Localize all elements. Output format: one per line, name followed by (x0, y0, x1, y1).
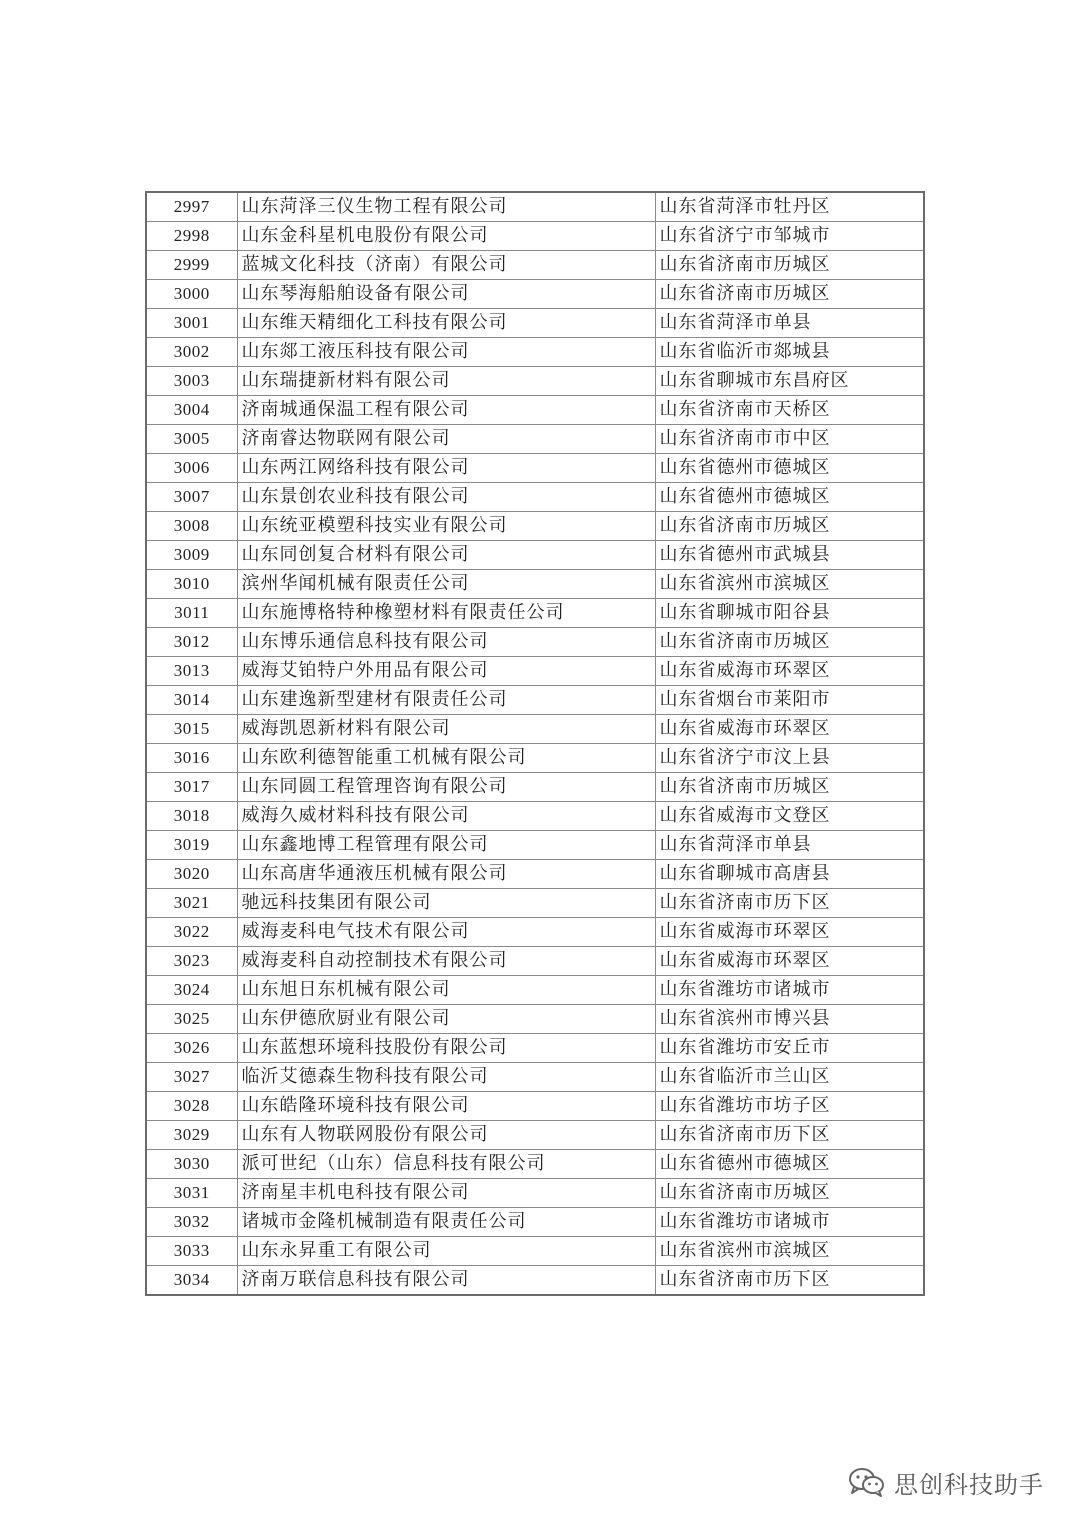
company-name: 山东鑫地博工程管理有限公司 (237, 831, 655, 860)
watermark (848, 1462, 1044, 1502)
company-name: 威海艾铂特户外用品有限公司 (237, 657, 655, 686)
table-row (146, 744, 924, 773)
company-location: 山东省烟台市莱阳市 (655, 686, 924, 715)
company-name: 山东高唐华通液压机械有限公司 (237, 860, 655, 889)
company-location: 山东省济南市历下区 (655, 1266, 924, 1296)
table-row (146, 1092, 924, 1121)
table-row (146, 976, 924, 1005)
row-number: 3015 (146, 715, 237, 744)
company-location: 山东省德州市德城区 (655, 483, 924, 512)
row-number: 3020 (146, 860, 237, 889)
row-number: 3034 (146, 1266, 237, 1296)
table-row (146, 309, 924, 338)
row-number: 3027 (146, 1063, 237, 1092)
company-name: 山东金科星机电股份有限公司 (237, 222, 655, 251)
row-number: 3026 (146, 1034, 237, 1063)
table-row (146, 1179, 924, 1208)
company-location: 山东省济宁市邹城市 (655, 222, 924, 251)
company-location: 山东省聊城市东昌府区 (655, 367, 924, 396)
table-row (146, 192, 924, 222)
company-location: 山东省菏泽市牡丹区 (655, 192, 924, 222)
company-location: 山东省滨州市滨城区 (655, 570, 924, 599)
row-number: 3023 (146, 947, 237, 976)
row-number: 3000 (146, 280, 237, 309)
table-row (146, 251, 924, 280)
company-location: 山东省济南市历城区 (655, 251, 924, 280)
table-row (146, 541, 924, 570)
table-row (146, 1005, 924, 1034)
company-name: 山东景创农业科技有限公司 (237, 483, 655, 512)
company-name: 山东施博格特种橡塑材料有限责任公司 (237, 599, 655, 628)
table-row (146, 686, 924, 715)
company-name: 诸城市金隆机械制造有限责任公司 (237, 1208, 655, 1237)
row-number: 3014 (146, 686, 237, 715)
company-location: 山东省聊城市高唐县 (655, 860, 924, 889)
row-number: 3005 (146, 425, 237, 454)
row-number: 3017 (146, 773, 237, 802)
company-name: 威海麦科自动控制技术有限公司 (237, 947, 655, 976)
watermark-text: 思创科技助手 (894, 1470, 1044, 1499)
company-location: 山东省聊城市阳谷县 (655, 599, 924, 628)
table-row (146, 222, 924, 251)
row-number: 3007 (146, 483, 237, 512)
table-row (146, 918, 924, 947)
table-row (146, 1150, 924, 1179)
row-number: 3009 (146, 541, 237, 570)
table-row (146, 512, 924, 541)
row-number: 3016 (146, 744, 237, 773)
company-location: 山东省临沂市郯城县 (655, 338, 924, 367)
table-row (146, 657, 924, 686)
company-location: 山东省潍坊市坊子区 (655, 1092, 924, 1121)
company-name: 山东同圆工程管理咨询有限公司 (237, 773, 655, 802)
row-number: 2997 (146, 192, 237, 222)
company-name: 山东建逸新型建材有限责任公司 (237, 686, 655, 715)
row-number: 3028 (146, 1092, 237, 1121)
table-row (146, 1034, 924, 1063)
row-number: 3029 (146, 1121, 237, 1150)
table-body (146, 192, 924, 1295)
company-location: 山东省济南市历城区 (655, 1179, 924, 1208)
company-location: 山东省威海市环翠区 (655, 947, 924, 976)
company-location: 山东省德州市德城区 (655, 1150, 924, 1179)
company-name: 山东蓝想环境科技股份有限公司 (237, 1034, 655, 1063)
table-row (146, 773, 924, 802)
table-row (146, 280, 924, 309)
table-row (146, 1121, 924, 1150)
company-name: 山东瑞捷新材料有限公司 (237, 367, 655, 396)
row-number: 3013 (146, 657, 237, 686)
company-location: 山东省济南市市中区 (655, 425, 924, 454)
table-row (146, 483, 924, 512)
table-row (146, 454, 924, 483)
company-name: 山东旭日东机械有限公司 (237, 976, 655, 1005)
table-row (146, 425, 924, 454)
company-name: 山东欧利德智能重工机械有限公司 (237, 744, 655, 773)
company-name: 威海凯恩新材料有限公司 (237, 715, 655, 744)
table-row (146, 1208, 924, 1237)
table-row (146, 889, 924, 918)
table-row (146, 1063, 924, 1092)
table-row (146, 860, 924, 889)
company-name: 临沂艾德森生物科技有限公司 (237, 1063, 655, 1092)
row-number: 3018 (146, 802, 237, 831)
company-name: 山东皓隆环境科技有限公司 (237, 1092, 655, 1121)
company-name: 山东维天精细化工科技有限公司 (237, 309, 655, 338)
row-number: 3003 (146, 367, 237, 396)
company-name: 驰远科技集团有限公司 (237, 889, 655, 918)
table-row (146, 947, 924, 976)
table-row (146, 831, 924, 860)
company-location: 山东省临沂市兰山区 (655, 1063, 924, 1092)
company-name: 济南城通保温工程有限公司 (237, 396, 655, 425)
company-name: 济南睿达物联网有限公司 (237, 425, 655, 454)
company-location: 山东省济南市历城区 (655, 628, 924, 657)
company-name: 派可世纪（山东）信息科技有限公司 (237, 1150, 655, 1179)
company-name: 山东永昇重工有限公司 (237, 1237, 655, 1266)
row-number: 3019 (146, 831, 237, 860)
company-location: 山东省济南市历下区 (655, 1121, 924, 1150)
row-number: 3006 (146, 454, 237, 483)
row-number: 3032 (146, 1208, 237, 1237)
company-name: 蓝城文化科技（济南）有限公司 (237, 251, 655, 280)
row-number: 2999 (146, 251, 237, 280)
row-number: 3025 (146, 1005, 237, 1034)
table-row (146, 715, 924, 744)
company-name: 济南万联信息科技有限公司 (237, 1266, 655, 1296)
row-number: 3011 (146, 599, 237, 628)
company-location: 山东省潍坊市安丘市 (655, 1034, 924, 1063)
company-name: 济南星丰机电科技有限公司 (237, 1179, 655, 1208)
company-location: 山东省德州市德城区 (655, 454, 924, 483)
row-number: 3001 (146, 309, 237, 338)
table-row (146, 802, 924, 831)
company-location: 山东省济南市历城区 (655, 280, 924, 309)
company-name: 山东有人物联网股份有限公司 (237, 1121, 655, 1150)
row-number: 2998 (146, 222, 237, 251)
company-location: 山东省济南市历城区 (655, 773, 924, 802)
row-number: 3033 (146, 1237, 237, 1266)
company-location: 山东省威海市环翠区 (655, 657, 924, 686)
company-name: 山东郯工液压科技有限公司 (237, 338, 655, 367)
company-location: 山东省威海市环翠区 (655, 918, 924, 947)
company-name: 山东菏泽三仪生物工程有限公司 (237, 192, 655, 222)
company-name: 山东两江网络科技有限公司 (237, 454, 655, 483)
row-number: 3012 (146, 628, 237, 657)
table-row (146, 338, 924, 367)
table-row (146, 570, 924, 599)
company-location: 山东省济南市历城区 (655, 512, 924, 541)
company-location: 山东省济宁市汶上县 (655, 744, 924, 773)
company-location: 山东省滨州市博兴县 (655, 1005, 924, 1034)
row-number: 3004 (146, 396, 237, 425)
table-row (146, 396, 924, 425)
wechat-icon (848, 1467, 886, 1497)
company-name: 滨州华闻机械有限责任公司 (237, 570, 655, 599)
table-row (146, 599, 924, 628)
table-row (146, 367, 924, 396)
company-table (145, 191, 925, 1296)
row-number: 3022 (146, 918, 237, 947)
table-row (146, 1266, 924, 1296)
company-location: 山东省济南市历下区 (655, 889, 924, 918)
row-number: 3021 (146, 889, 237, 918)
company-name: 山东同创复合材料有限公司 (237, 541, 655, 570)
row-number: 3031 (146, 1179, 237, 1208)
company-location: 山东省威海市环翠区 (655, 715, 924, 744)
row-number: 3024 (146, 976, 237, 1005)
company-location: 山东省济南市天桥区 (655, 396, 924, 425)
company-name: 山东统亚模塑科技实业有限公司 (237, 512, 655, 541)
table-row (146, 1237, 924, 1266)
company-name: 山东琴海船舶设备有限公司 (237, 280, 655, 309)
table-row (146, 628, 924, 657)
company-location: 山东省菏泽市单县 (655, 831, 924, 860)
company-location: 山东省威海市文登区 (655, 802, 924, 831)
row-number: 3010 (146, 570, 237, 599)
row-number: 3030 (146, 1150, 237, 1179)
company-location: 山东省德州市武城县 (655, 541, 924, 570)
company-name: 威海麦科电气技术有限公司 (237, 918, 655, 947)
company-name: 山东博乐通信息科技有限公司 (237, 628, 655, 657)
company-location: 山东省潍坊市诸城市 (655, 976, 924, 1005)
company-location: 山东省潍坊市诸城市 (655, 1208, 924, 1237)
company-name: 威海久威材料科技有限公司 (237, 802, 655, 831)
company-name: 山东伊德欣厨业有限公司 (237, 1005, 655, 1034)
company-location: 山东省滨州市滨城区 (655, 1237, 924, 1266)
row-number: 3002 (146, 338, 237, 367)
company-location: 山东省菏泽市单县 (655, 309, 924, 338)
row-number: 3008 (146, 512, 237, 541)
